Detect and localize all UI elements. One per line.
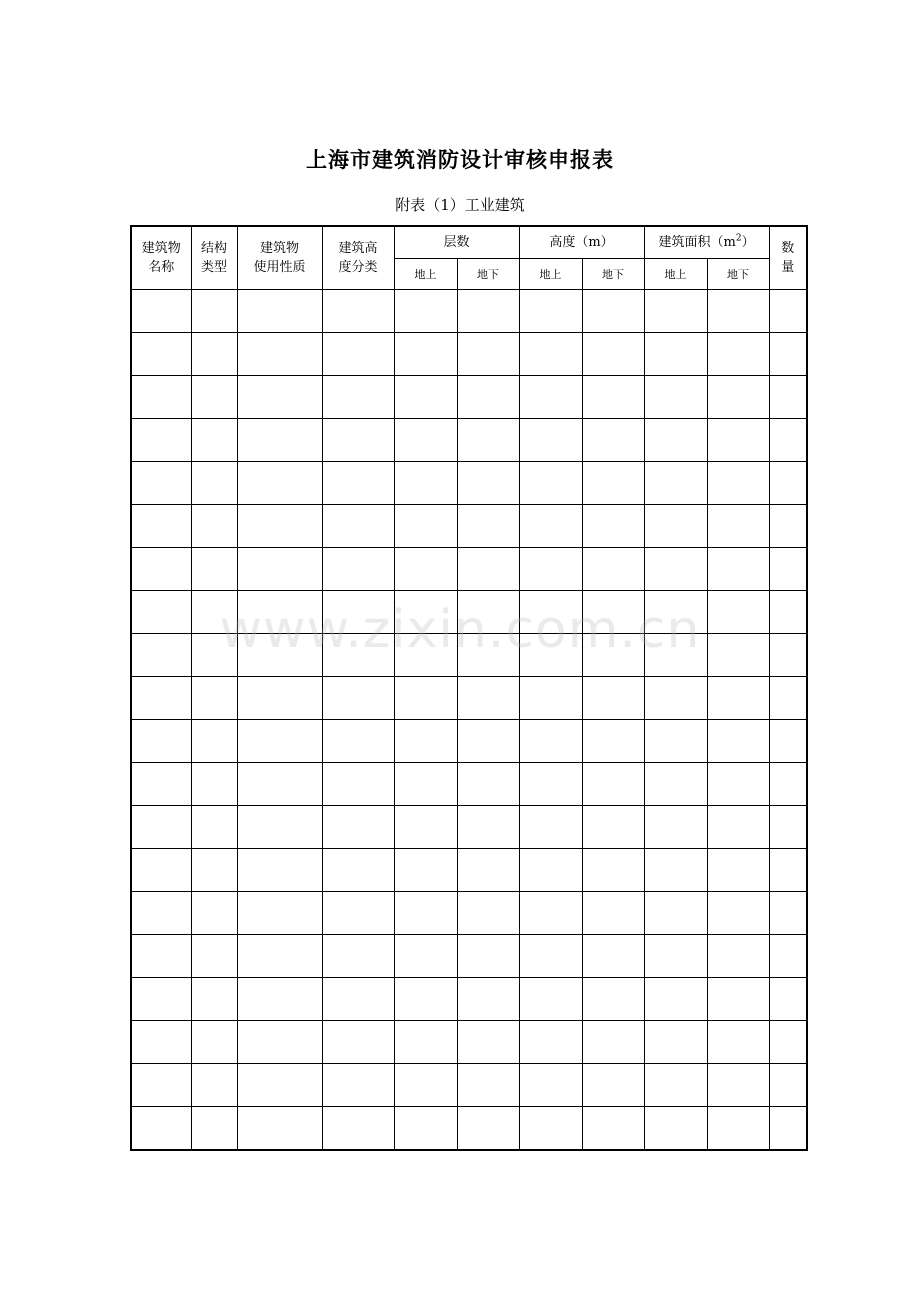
form-cell[interactable]: [519, 548, 582, 591]
form-cell[interactable]: [131, 333, 191, 376]
form-cell[interactable]: [519, 419, 582, 462]
form-cell[interactable]: [237, 1107, 322, 1151]
form-cell[interactable]: [191, 376, 237, 419]
header-usage-nature-line1: 建筑物: [259, 241, 299, 256]
form-cell[interactable]: [457, 634, 519, 677]
form-cell[interactable]: [582, 1021, 644, 1064]
form-cell[interactable]: [322, 505, 394, 548]
header-floors-below: 地下: [457, 259, 519, 290]
form-cell[interactable]: [519, 376, 582, 419]
form-cell[interactable]: [582, 591, 644, 634]
form-cell[interactable]: [237, 290, 322, 333]
header-floors-above: 地上: [394, 259, 457, 290]
form-cell[interactable]: [191, 591, 237, 634]
form-cell[interactable]: [769, 806, 807, 849]
form-cell[interactable]: [457, 1107, 519, 1151]
form-cell[interactable]: [769, 290, 807, 333]
form-cell[interactable]: [769, 677, 807, 720]
form-cell[interactable]: [322, 677, 394, 720]
form-cell[interactable]: [191, 1064, 237, 1107]
page-title: 上海市建筑消防设计审核申报表: [306, 148, 614, 172]
form-cell[interactable]: [769, 462, 807, 505]
form-cell[interactable]: [237, 591, 322, 634]
form-cell[interactable]: [457, 290, 519, 333]
form-cell[interactable]: [191, 677, 237, 720]
form-cell[interactable]: [644, 806, 707, 849]
form-cell[interactable]: [322, 290, 394, 333]
form-cell[interactable]: [769, 849, 807, 892]
form-cell[interactable]: [191, 1107, 237, 1151]
form-cell[interactable]: [582, 763, 644, 806]
form-cell[interactable]: [394, 290, 457, 333]
form-cell[interactable]: [519, 1021, 582, 1064]
form-cell[interactable]: [394, 849, 457, 892]
form-cell[interactable]: [457, 505, 519, 548]
form-cell[interactable]: [769, 376, 807, 419]
form-cell[interactable]: [394, 333, 457, 376]
form-cell[interactable]: [322, 849, 394, 892]
header-floors: 层数: [394, 226, 519, 259]
form-cell[interactable]: [237, 419, 322, 462]
form-cell[interactable]: [769, 1107, 807, 1151]
form-cell[interactable]: [457, 333, 519, 376]
header-building-name-line2: 名称: [148, 260, 175, 275]
form-cell[interactable]: [519, 634, 582, 677]
form-cell[interactable]: [519, 290, 582, 333]
form-cell[interactable]: [394, 419, 457, 462]
form-cell[interactable]: [131, 505, 191, 548]
header-area-above: 地上: [644, 259, 707, 290]
form-cell[interactable]: [237, 333, 322, 376]
form-cell[interactable]: [582, 720, 644, 763]
form-cell[interactable]: [191, 720, 237, 763]
form-cell[interactable]: [707, 935, 769, 978]
form-cell[interactable]: [769, 720, 807, 763]
form-cell[interactable]: [237, 677, 322, 720]
form-cell[interactable]: [322, 419, 394, 462]
form-cell[interactable]: [322, 634, 394, 677]
form-cell[interactable]: [707, 333, 769, 376]
form-cell[interactable]: [582, 333, 644, 376]
table-row: [131, 892, 807, 935]
table-row: [131, 978, 807, 1021]
form-cell[interactable]: [769, 591, 807, 634]
form-cell[interactable]: [131, 548, 191, 591]
form-cell[interactable]: [519, 1064, 582, 1107]
form-cell[interactable]: [394, 376, 457, 419]
form-cell[interactable]: [582, 376, 644, 419]
form-cell[interactable]: [644, 419, 707, 462]
form-cell[interactable]: [707, 462, 769, 505]
form-cell[interactable]: [519, 763, 582, 806]
form-cell[interactable]: [237, 806, 322, 849]
form-cell[interactable]: [394, 806, 457, 849]
form-cell[interactable]: [322, 806, 394, 849]
header-height-class-line1: 建筑高: [338, 241, 378, 256]
form-cell[interactable]: [644, 1021, 707, 1064]
form-cell[interactable]: [237, 376, 322, 419]
form-cell[interactable]: [644, 505, 707, 548]
form-cell[interactable]: [707, 1064, 769, 1107]
header-quantity: [769, 226, 807, 290]
form-cell[interactable]: [519, 333, 582, 376]
header-area-below: 地下: [707, 259, 769, 290]
form-cell[interactable]: [582, 1064, 644, 1107]
form-cell[interactable]: [644, 935, 707, 978]
table-row: [131, 505, 807, 548]
form-cell[interactable]: [582, 462, 644, 505]
header-structure-type: [191, 226, 237, 290]
form-cell[interactable]: [644, 634, 707, 677]
header-area: [644, 226, 769, 259]
form-cell[interactable]: [707, 419, 769, 462]
header-height-below: 地下: [582, 259, 644, 290]
form-cell[interactable]: [131, 1107, 191, 1151]
form-cell[interactable]: [237, 505, 322, 548]
form-cell[interactable]: [191, 978, 237, 1021]
form-cell[interactable]: [707, 720, 769, 763]
form-cell[interactable]: [322, 935, 394, 978]
table-row: [131, 1064, 807, 1107]
form-cell[interactable]: [707, 376, 769, 419]
header-structure-type-line1: 结构: [200, 241, 227, 256]
form-cell[interactable]: [644, 1107, 707, 1151]
form-cell[interactable]: [322, 462, 394, 505]
form-cell[interactable]: [394, 1107, 457, 1151]
form-cell[interactable]: [191, 505, 237, 548]
form-cell[interactable]: [644, 548, 707, 591]
form-cell[interactable]: [191, 419, 237, 462]
form-cell[interactable]: [191, 806, 237, 849]
form-cell[interactable]: [707, 1021, 769, 1064]
form-cell[interactable]: [322, 548, 394, 591]
form-cell[interactable]: [394, 591, 457, 634]
form-cell[interactable]: [457, 806, 519, 849]
watermark: www.zixin.com.cn: [219, 600, 701, 660]
form-cell[interactable]: [394, 978, 457, 1021]
form-cell[interactable]: [457, 1064, 519, 1107]
form-cell[interactable]: [394, 505, 457, 548]
header-area-prefix: 建筑面积（m: [658, 235, 736, 250]
form-cell[interactable]: [582, 290, 644, 333]
table-row: [131, 935, 807, 978]
form-cell[interactable]: [644, 677, 707, 720]
table-row: [131, 634, 807, 677]
form-cell[interactable]: [131, 935, 191, 978]
form-cell[interactable]: [644, 978, 707, 1021]
form-cell[interactable]: [519, 591, 582, 634]
form-cell[interactable]: [644, 376, 707, 419]
header-area-sup: 2: [735, 233, 742, 244]
table-row: [131, 462, 807, 505]
form-cell[interactable]: [131, 849, 191, 892]
table-row: [131, 720, 807, 763]
form-cell[interactable]: [131, 978, 191, 1021]
form-cell[interactable]: [457, 978, 519, 1021]
form-cell[interactable]: [519, 505, 582, 548]
header-quantity-line1: 数: [781, 241, 795, 256]
header-quantity-line2: 量: [781, 260, 795, 275]
form-cell[interactable]: [457, 763, 519, 806]
header-height-above: 地上: [519, 259, 582, 290]
form-cell[interactable]: [519, 935, 582, 978]
form-cell[interactable]: [131, 591, 191, 634]
form-cell[interactable]: [582, 548, 644, 591]
form-cell[interactable]: [519, 677, 582, 720]
form-cell[interactable]: [191, 763, 237, 806]
form-cell[interactable]: [457, 591, 519, 634]
form-cell[interactable]: [457, 548, 519, 591]
form-cell[interactable]: [394, 1064, 457, 1107]
application-form-table: [130, 225, 808, 1151]
form-cell[interactable]: [457, 720, 519, 763]
form-cell[interactable]: [394, 548, 457, 591]
form-cell[interactable]: [769, 978, 807, 1021]
form-cell[interactable]: [457, 935, 519, 978]
form-cell[interactable]: [237, 978, 322, 1021]
form-cell[interactable]: [582, 806, 644, 849]
form-cell[interactable]: [707, 763, 769, 806]
table-row: [131, 290, 807, 333]
form-cell[interactable]: [322, 720, 394, 763]
form-cell[interactable]: [322, 892, 394, 935]
form-cell[interactable]: [237, 849, 322, 892]
form-cell[interactable]: [644, 1064, 707, 1107]
form-cell[interactable]: [322, 763, 394, 806]
form-cell[interactable]: [457, 892, 519, 935]
form-cell[interactable]: [131, 1021, 191, 1064]
form-cell[interactable]: [131, 763, 191, 806]
form-cell[interactable]: [322, 376, 394, 419]
form-cell[interactable]: [237, 548, 322, 591]
form-cell[interactable]: [394, 1021, 457, 1064]
form-cell[interactable]: [707, 892, 769, 935]
form-cell[interactable]: [191, 290, 237, 333]
form-cell[interactable]: [394, 935, 457, 978]
form-cell[interactable]: [582, 978, 644, 1021]
form-cell[interactable]: [644, 290, 707, 333]
form-cell[interactable]: [769, 935, 807, 978]
form-cell[interactable]: [519, 1107, 582, 1151]
form-cell[interactable]: [769, 1021, 807, 1064]
header-usage-nature-line2: 使用性质: [253, 260, 306, 275]
form-cell[interactable]: [237, 1064, 322, 1107]
form-cell[interactable]: [707, 290, 769, 333]
form-cell[interactable]: [322, 333, 394, 376]
form-cell[interactable]: [582, 849, 644, 892]
form-cell[interactable]: [237, 462, 322, 505]
table-row: [131, 677, 807, 720]
form-cell[interactable]: [519, 462, 582, 505]
form-cell[interactable]: [582, 892, 644, 935]
table-row: [131, 763, 807, 806]
form-cell[interactable]: [457, 1021, 519, 1064]
form-cell[interactable]: [394, 720, 457, 763]
form-cell[interactable]: [131, 806, 191, 849]
form-cell[interactable]: [191, 935, 237, 978]
form-cell[interactable]: [457, 849, 519, 892]
form-cell[interactable]: [237, 935, 322, 978]
form-cell[interactable]: [131, 892, 191, 935]
form-cell[interactable]: [237, 720, 322, 763]
form-cell[interactable]: [191, 1021, 237, 1064]
form-cell[interactable]: [237, 892, 322, 935]
form-cell[interactable]: [582, 505, 644, 548]
form-cell[interactable]: [644, 892, 707, 935]
form-cell[interactable]: [191, 849, 237, 892]
table-row: [131, 419, 807, 462]
form-cell[interactable]: [131, 1064, 191, 1107]
form-cell[interactable]: [644, 591, 707, 634]
form-cell[interactable]: [519, 849, 582, 892]
form-cell[interactable]: [644, 720, 707, 763]
header-structure-type-line2: 类型: [200, 260, 227, 275]
form-cell[interactable]: [644, 763, 707, 806]
form-cell[interactable]: [394, 677, 457, 720]
form-cell[interactable]: [457, 376, 519, 419]
header-height: 高度（m）: [519, 226, 644, 259]
form-cell[interactable]: [191, 462, 237, 505]
form-cell[interactable]: [131, 290, 191, 333]
form-cell[interactable]: [457, 419, 519, 462]
form-cell[interactable]: [519, 806, 582, 849]
form-cell[interactable]: [644, 462, 707, 505]
table-row: [131, 849, 807, 892]
form-cell[interactable]: [707, 505, 769, 548]
form-cell[interactable]: [131, 677, 191, 720]
table-row: [131, 591, 807, 634]
form-cell[interactable]: [707, 1107, 769, 1151]
form-cell[interactable]: [457, 462, 519, 505]
form-cell[interactable]: [322, 1064, 394, 1107]
form-cell[interactable]: [707, 849, 769, 892]
form-cell[interactable]: [131, 462, 191, 505]
form-cell[interactable]: [769, 634, 807, 677]
form-cell[interactable]: [769, 419, 807, 462]
form-cell[interactable]: [457, 677, 519, 720]
table-row: [131, 1107, 807, 1151]
form-cell[interactable]: [707, 677, 769, 720]
form-cell[interactable]: [322, 978, 394, 1021]
page-subtitle: 附表（1）工业建筑: [395, 196, 525, 214]
form-cell[interactable]: [237, 634, 322, 677]
form-cell[interactable]: [582, 677, 644, 720]
form-cell[interactable]: [131, 376, 191, 419]
form-cell[interactable]: [707, 978, 769, 1021]
form-cell[interactable]: [707, 806, 769, 849]
table-row: [131, 1021, 807, 1064]
table-row: [131, 376, 807, 419]
form-cell[interactable]: [582, 935, 644, 978]
form-cell[interactable]: [582, 634, 644, 677]
form-cell[interactable]: [191, 892, 237, 935]
form-cell[interactable]: [519, 720, 582, 763]
table-row: [131, 806, 807, 849]
form-cell[interactable]: [707, 591, 769, 634]
form-body: [131, 290, 807, 1151]
header-building-name: [131, 226, 191, 290]
form-cell[interactable]: [131, 720, 191, 763]
table-row: [131, 548, 807, 591]
form-cell[interactable]: [191, 634, 237, 677]
header-height-class: [322, 226, 394, 290]
form-cell[interactable]: [191, 548, 237, 591]
form-cell[interactable]: [519, 978, 582, 1021]
form-cell[interactable]: [769, 505, 807, 548]
form-cell[interactable]: [237, 1021, 322, 1064]
form-cell[interactable]: [644, 333, 707, 376]
form-cell[interactable]: [769, 333, 807, 376]
header-building-name-line1: 建筑物: [141, 241, 181, 256]
table-row: [131, 333, 807, 376]
form-cell[interactable]: [582, 1107, 644, 1151]
form-cell[interactable]: [322, 1107, 394, 1151]
form-cell[interactable]: [644, 849, 707, 892]
form-cell[interactable]: [394, 634, 457, 677]
form-cell[interactable]: [394, 763, 457, 806]
form-cell[interactable]: [769, 1064, 807, 1107]
form-cell[interactable]: [237, 763, 322, 806]
form-cell[interactable]: [131, 634, 191, 677]
header-height-class-line2: 度分类: [338, 260, 378, 275]
form-cell[interactable]: [191, 333, 237, 376]
form-cell[interactable]: [394, 462, 457, 505]
form-cell[interactable]: [769, 763, 807, 806]
form-cell[interactable]: [394, 892, 457, 935]
form-cell[interactable]: [519, 892, 582, 935]
form-cell[interactable]: [582, 419, 644, 462]
form-cell[interactable]: [322, 591, 394, 634]
header-area-suffix: ）: [741, 235, 755, 250]
header-usage-nature: [237, 226, 322, 290]
form-cell[interactable]: [322, 1021, 394, 1064]
form-cell[interactable]: [769, 548, 807, 591]
form-cell[interactable]: [707, 634, 769, 677]
form-cell[interactable]: [769, 892, 807, 935]
form-cell[interactable]: [131, 419, 191, 462]
form-cell[interactable]: [707, 548, 769, 591]
